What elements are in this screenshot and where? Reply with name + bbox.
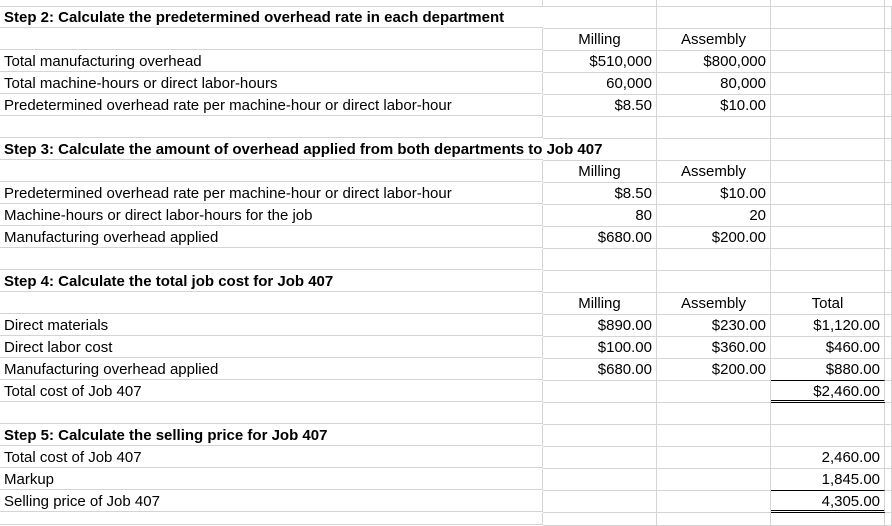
cell[interactable] bbox=[885, 117, 892, 139]
cell[interactable] bbox=[771, 29, 885, 51]
cell[interactable] bbox=[885, 73, 892, 95]
cell[interactable] bbox=[885, 381, 892, 403]
assembly-value[interactable]: $200.00 bbox=[657, 227, 771, 249]
table-row bbox=[0, 381, 892, 403]
cell[interactable] bbox=[771, 183, 885, 205]
cell[interactable] bbox=[543, 271, 657, 293]
cell[interactable] bbox=[885, 315, 892, 337]
row-label[interactable]: Predetermined overhead rate per machine-hour or direct labor-hour bbox=[0, 183, 543, 204]
step2-header-row bbox=[0, 29, 892, 51]
step3-title-row bbox=[0, 139, 892, 161]
cell[interactable] bbox=[657, 117, 771, 139]
table-row bbox=[0, 337, 892, 359]
cell[interactable] bbox=[771, 161, 885, 183]
cell[interactable] bbox=[543, 491, 657, 513]
step2-title[interactable]: Step 2: Calculate the predetermined overhead rate in each department bbox=[0, 7, 543, 28]
step3-title[interactable]: Step 3: Calculate the amount of overhead applied from both departments to Job 407 bbox=[0, 139, 543, 160]
cell[interactable] bbox=[885, 337, 892, 359]
header-total[interactable]: Total bbox=[771, 293, 885, 315]
table-row bbox=[0, 315, 892, 337]
cell[interactable] bbox=[771, 205, 885, 227]
cell[interactable] bbox=[0, 161, 543, 182]
header-assembly[interactable]: Assembly bbox=[657, 29, 771, 51]
step5-title-row bbox=[0, 425, 892, 447]
cell[interactable] bbox=[771, 95, 885, 117]
assembly-value[interactable] bbox=[657, 381, 771, 403]
milling-value[interactable] bbox=[543, 381, 657, 403]
cell[interactable] bbox=[771, 51, 885, 73]
assembly-value[interactable]: $800,000 bbox=[657, 51, 771, 73]
cell[interactable] bbox=[885, 447, 892, 469]
row-label[interactable]: Total machine-hours or direct labor-hours bbox=[0, 73, 543, 94]
table-row bbox=[0, 183, 892, 205]
table-row bbox=[0, 491, 892, 513]
assembly-value[interactable]: $360.00 bbox=[657, 337, 771, 359]
cell[interactable] bbox=[885, 139, 892, 161]
table-row bbox=[0, 469, 892, 491]
assembly-value[interactable]: $10.00 bbox=[657, 95, 771, 117]
milling-value[interactable]: $100.00 bbox=[543, 337, 657, 359]
header-assembly[interactable]: Assembly bbox=[657, 293, 771, 315]
cell[interactable] bbox=[543, 469, 657, 491]
cell[interactable] bbox=[885, 359, 892, 381]
cell[interactable] bbox=[543, 447, 657, 469]
assembly-value[interactable]: $200.00 bbox=[657, 359, 771, 381]
total-value[interactable]: $460.00 bbox=[771, 337, 885, 359]
milling-value[interactable]: $8.50 bbox=[543, 95, 657, 117]
total-value[interactable]: 2,460.00 bbox=[771, 447, 885, 469]
row-label[interactable]: Manufacturing overhead applied bbox=[0, 227, 543, 248]
cell[interactable] bbox=[885, 227, 892, 249]
cell[interactable] bbox=[543, 403, 657, 425]
cell[interactable] bbox=[885, 7, 892, 29]
cell[interactable] bbox=[0, 117, 543, 138]
cell[interactable] bbox=[771, 425, 885, 447]
table-row bbox=[0, 447, 892, 469]
assembly-value[interactable]: $10.00 bbox=[657, 183, 771, 205]
cell[interactable] bbox=[657, 425, 771, 447]
cell[interactable] bbox=[771, 139, 885, 161]
step2-title-row bbox=[0, 7, 892, 29]
total-cost-value[interactable]: $2,460.00 bbox=[771, 381, 885, 403]
cell[interactable] bbox=[885, 425, 892, 447]
cell[interactable] bbox=[885, 161, 892, 183]
cell[interactable] bbox=[771, 271, 885, 293]
cell[interactable] bbox=[543, 117, 657, 139]
row-label[interactable]: Total manufacturing overhead bbox=[0, 51, 543, 72]
table-row bbox=[0, 205, 892, 227]
row-label[interactable]: Selling price of Job 407 bbox=[0, 491, 543, 512]
table-row bbox=[0, 359, 892, 381]
cell[interactable] bbox=[771, 117, 885, 139]
cell[interactable] bbox=[771, 403, 885, 425]
table-row bbox=[0, 73, 892, 95]
total-value[interactable]: $1,120.00 bbox=[771, 315, 885, 337]
step4-title-row bbox=[0, 271, 892, 293]
row-label[interactable]: Predetermined overhead rate per machine-hour or direct labor-hour bbox=[0, 95, 543, 116]
cell[interactable] bbox=[771, 7, 885, 29]
milling-value[interactable]: 60,000 bbox=[543, 73, 657, 95]
cell[interactable] bbox=[657, 491, 771, 513]
cell[interactable] bbox=[885, 249, 892, 271]
cell[interactable] bbox=[885, 29, 892, 51]
cell[interactable] bbox=[657, 7, 771, 29]
cell[interactable] bbox=[0, 29, 543, 50]
cell[interactable] bbox=[885, 403, 892, 425]
cell[interactable] bbox=[771, 513, 885, 526]
header-assembly[interactable]: Assembly bbox=[657, 161, 771, 183]
row-label[interactable]: Direct materials bbox=[0, 315, 543, 336]
step3-header-row bbox=[0, 161, 892, 183]
milling-value[interactable]: $680.00 bbox=[543, 359, 657, 381]
cell[interactable] bbox=[885, 271, 892, 293]
milling-value[interactable]: $510,000 bbox=[543, 51, 657, 73]
milling-value[interactable]: 80 bbox=[543, 205, 657, 227]
row-label[interactable]: Machine-hours or direct labor-hours for the job bbox=[0, 205, 543, 226]
cell[interactable] bbox=[543, 425, 657, 447]
row-label[interactable]: Total cost of Job 407 bbox=[0, 381, 543, 402]
assembly-value[interactable]: 80,000 bbox=[657, 73, 771, 95]
cell[interactable] bbox=[0, 293, 543, 314]
cell[interactable] bbox=[543, 249, 657, 271]
markup-value[interactable]: 1,845.00 bbox=[771, 469, 885, 491]
table-row bbox=[0, 227, 892, 249]
cell[interactable] bbox=[543, 7, 657, 29]
partial-row-top bbox=[0, 0, 892, 7]
cell[interactable] bbox=[771, 227, 885, 249]
cell[interactable] bbox=[657, 139, 771, 161]
cell[interactable] bbox=[885, 469, 892, 491]
cell[interactable] bbox=[0, 249, 543, 270]
blank-row bbox=[0, 513, 892, 526]
cell[interactable] bbox=[885, 513, 892, 526]
table-row bbox=[0, 95, 892, 117]
cell[interactable] bbox=[657, 513, 771, 526]
assembly-value[interactable]: 20 bbox=[657, 205, 771, 227]
blank-row bbox=[0, 403, 892, 425]
blank-row bbox=[0, 117, 892, 139]
cell[interactable] bbox=[885, 51, 892, 73]
table-row bbox=[0, 51, 892, 73]
header-milling[interactable]: Milling bbox=[543, 29, 657, 51]
cell[interactable] bbox=[657, 469, 771, 491]
step4-header-row bbox=[0, 293, 892, 315]
header-milling[interactable]: Milling bbox=[543, 161, 657, 183]
cell[interactable] bbox=[657, 403, 771, 425]
cell[interactable] bbox=[657, 249, 771, 271]
selling-price-value[interactable]: 4,305.00 bbox=[771, 491, 885, 513]
cell[interactable] bbox=[0, 403, 543, 424]
milling-value[interactable]: $8.50 bbox=[543, 183, 657, 205]
milling-value[interactable]: $890.00 bbox=[543, 315, 657, 337]
row-label[interactable]: Markup bbox=[0, 469, 543, 490]
cell[interactable] bbox=[771, 249, 885, 271]
cell[interactable] bbox=[885, 491, 892, 513]
step4-title[interactable]: Step 4: Calculate the total job cost for Job 407 bbox=[0, 271, 543, 292]
cell[interactable] bbox=[885, 95, 892, 117]
blank-row bbox=[0, 249, 892, 271]
row-label[interactable]: Total cost of Job 407 bbox=[0, 447, 543, 468]
cell[interactable] bbox=[0, 513, 543, 525]
cell[interactable] bbox=[885, 205, 892, 227]
cell[interactable] bbox=[657, 447, 771, 469]
cell[interactable] bbox=[771, 73, 885, 95]
row-label[interactable]: Direct labor cost bbox=[0, 337, 543, 358]
total-value[interactable]: $880.00 bbox=[771, 359, 885, 381]
step5-title[interactable]: Step 5: Calculate the selling price for Job 407 bbox=[0, 425, 543, 446]
row-label[interactable]: Manufacturing overhead applied bbox=[0, 359, 543, 380]
cell[interactable] bbox=[885, 293, 892, 315]
header-milling[interactable]: Milling bbox=[543, 293, 657, 315]
cell[interactable] bbox=[885, 183, 892, 205]
milling-value[interactable]: $680.00 bbox=[543, 227, 657, 249]
cell[interactable] bbox=[543, 513, 657, 526]
assembly-value[interactable]: $230.00 bbox=[657, 315, 771, 337]
cell[interactable] bbox=[657, 271, 771, 293]
